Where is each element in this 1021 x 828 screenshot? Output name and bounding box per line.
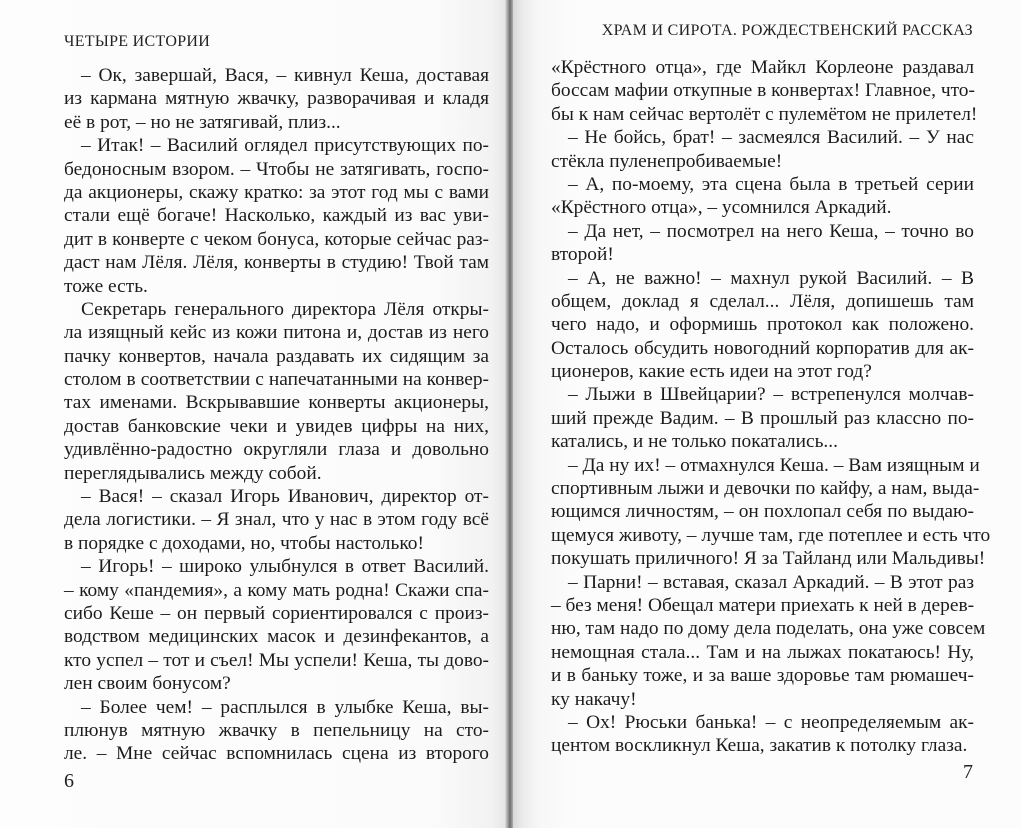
text-line: достав банковские чеки и увидев цифры на них, [64,415,489,437]
text-line: – Да нет, – посмотрел на него Кеша, – точно во [568,220,974,242]
text-line: кто успел – тот и съел! Мы успели! Кеша, ты дово- [64,649,489,671]
text-line: чего надо, и оформишь протокол как положено. [551,314,974,336]
text-line: из кармана мятную жвачку, разворачивая и кладя [64,88,489,110]
text-line: – Лыжи в Швейцарии? – встрепенулся молчав- [568,384,974,406]
text-line: сибо Кеше – он первый сориентировался с произ- [64,602,489,624]
text-line: стёкла пуленепробиваемые! [551,150,783,172]
text-line: ла изящный кейс из кожи питона и, достав из него [64,322,489,344]
running-head-right: ХРАМ И СИРОТА. РОЖДЕСТВЕНСКИЙ РАССКАЗ [601,22,973,39]
text-line: плюнув мятную жвачку в пепельницу на сто- [64,719,489,741]
text-line: бедоносным взором. – Чтобы не затягивать, госпо- [64,158,489,180]
text-line: ку накачу! [551,688,637,710]
text-line: – Вася! – сказал Игорь Иванович, директор от- [81,486,489,508]
text-line: – А, не важно! – махнул рукой Василий. – В [568,267,974,289]
text-line: общем, доклад я сделал... Лёля, допишешь там [551,290,974,312]
text-line: тоже есть. [64,275,148,297]
text-line: спортивным лыжи и девочки по кайфу, а нам, выда- [551,478,980,500]
text-line: немощная стала... Там и на лыжах покатаюсь! Ну, [551,641,974,663]
text-line: – Более чем! – расплылся в улыбке Кеша, вы- [81,696,489,718]
text-line: – Ок, завершай, Вася, – кивнул Кеша, доставая [81,65,489,86]
text-line: удивлённо-радостно округляли глаза и довольно [64,439,489,461]
text-line: – Игорь! – широко улыбнулся в ответ Василий. [81,556,489,578]
text-line: тах именами. Вскрывавшие конверты акционеры, [64,392,489,414]
text-line: пачку конвертов, начала раздавать их сидящим за [64,345,489,367]
text-line: ший прежде Вадим. – В прошлый раз классно по- [551,407,974,429]
text-line: дела логистики. – Я знал, что у нас в этом году всё [64,509,489,531]
text-line: боссам мафии откупные в конвертах! Главное, что- [551,80,975,102]
text-line: «Крёстного отца», – усомнился Аркадий. [551,197,892,219]
right-page-body-text [551,56,991,758]
text-line: и в баньку тоже, и за ваше здоровье там рюмашеч- [551,665,974,687]
text-line: второй! [551,244,614,266]
text-line: ющимся личностям, – он похлопал себя по выдаю- [551,501,974,523]
left-page-body-text [64,64,489,766]
page-number-right: 7 [963,761,973,783]
right-page [513,0,1021,828]
text-line: – Парни! – вставая, сказал Аркадий. – В этот раз [568,571,974,593]
text-line: ле. – Мне сейчас вспомнилась сцена из второго [64,743,489,765]
text-line: катались, и не только покатались... [551,431,838,453]
text-line: её в рот, – но не затягивай, плиз... [64,111,341,133]
text-line: ню, там надо по дому дела поделать, она уже совсем [551,618,986,640]
text-line: покушать приличного! Я за Тайланд или Мальдивы! [551,548,986,570]
text-line: даст нам Лёля. Лёля, конверты в студию! Твой там [64,252,489,274]
running-head-left: ЧЕТЫРЕ ИСТОРИИ [64,33,211,50]
text-line: центом воскликнул Кеша, закатив к потолку глаза. [551,735,968,757]
text-line: ционеров, какие есть идеи на этот год? [551,361,872,383]
text-line: щемуся животу, – лучше там, где потеплее и есть что [551,524,991,546]
text-line: – Не бойсь, брат! – засмеялся Василий. – У нас [568,127,974,149]
text-line: Секретарь генерального директора Лёля откры- [81,298,489,320]
text-line: «Крёстного отца», где Майкл Корлеоне раздавал [551,57,974,78]
text-line: бы к нам сейчас вертолёт с пулемётом не прилетел! [551,103,978,125]
text-line: – кому «пандемия», а кому мать родна! Скажи спа- [64,579,489,601]
text-line: лен своим бонусом? [64,673,231,695]
text-line: – А, по-моему, эта сцена была в третьей серии [568,173,974,195]
left-page [0,0,507,828]
text-line: в порядке с доходами, но, чтобы настолько! [64,532,424,554]
text-line: столом в соответствии с напечатанными на конвер- [64,369,489,391]
text-line: дит в конверте с чеком бонуса, которые сейчас раз- [64,228,489,250]
text-line: – Ох! Рюськи банька! – с неопределяемым ак- [568,711,974,733]
text-line: – Да ну их! – отмахнулся Кеша. – Вам изящным и [568,454,980,476]
text-line: да акционеры, скажу кратко: за этот год мы с вами [64,181,489,203]
text-line: водством медицинских масок и дезинфекантов, а [64,626,489,648]
text-line: переглядывались между собой. [64,462,322,484]
text-line: Осталось обсудить новогодний корпоратив для ак- [551,337,974,359]
text-line: – без меня! Обещал матери приехать к ней в дерев- [551,594,975,616]
text-line: стали ещё богаче! Насколько, каждый из вас уви- [64,205,489,227]
page-number-left: 6 [64,770,74,792]
text-line: – Итак! – Василий оглядел присутствующих по- [81,135,489,157]
